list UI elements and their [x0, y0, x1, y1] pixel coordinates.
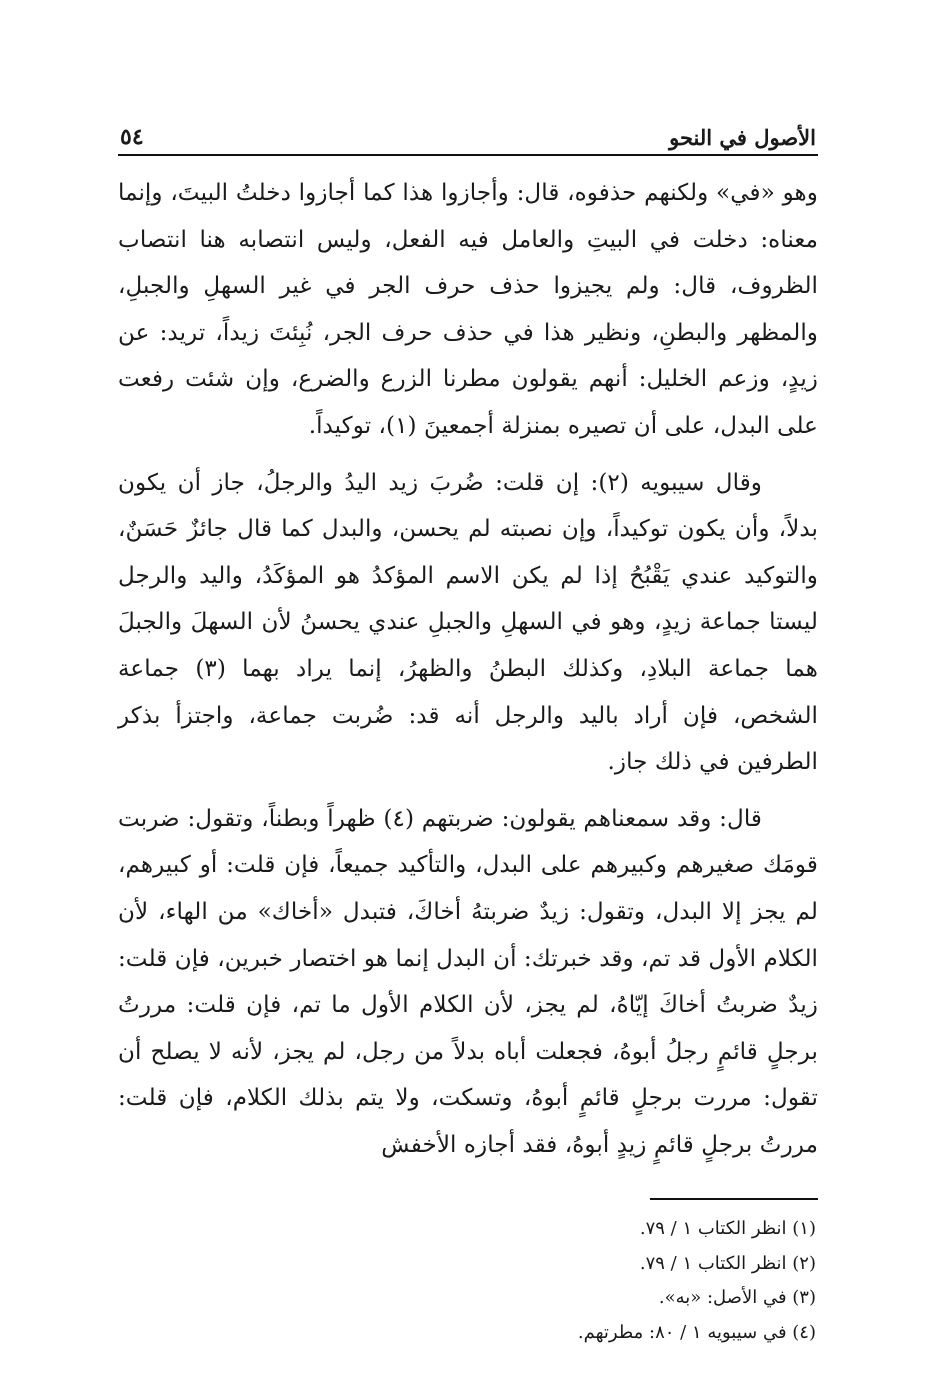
running-header: [118, 112, 818, 156]
main-text: [118, 170, 818, 1168]
paragraph-2: وقال سيبويه (٢): إن قلت: ضُربَ زيد اليدُ والرجلُ، جاز أن يكون بدلاً، وأن يكون توكيداً، وإن نصبته لم يحسن، والبدل كما قال جائزٌ حَسَنٌ، والتوكيد عندي يَقْبُحُ إذا لم يكن الاسم المؤكدُ هو المؤكَدُ، واليد والرجل ليستا جماعة زيدٍ، وهو في السهلِ والجبلِ عندي يحسنُ لأن السهلَ والجبلَ هما جماعة البلادِ، وكذلك البطنُ والظهرُ، إنما يراد بهما (٣) جماعة الشخص، فإن أراد باليد والرجل أنه قد: ضُربت جماعة، واجتزأ بذكر الطرفين في ذلك جاز.: [118, 468, 818, 776]
page-number: ٥٤: [120, 124, 144, 150]
paragraph-3: قال: وقد سمعناهم يقولون: ضربتهم (٤) ظهراً وبطناً، وتقول: ضربت قومَك صغيرهم وكبيرهم على البدل، والتأكيد جميعاً، فإن قلت: أو كبيرهم، لم يجز إلا البدل، وتقول: زيدٌ ضربتهُ أخاكَ، فتبدل «أخاك» من الهاء، لأن الكلام الأول قد تم، وقد خبرتك: أن البدل إنما هو اختصار خبرين، فإن قلت: زيدٌ ضربتُ أخاكَ إيّاهُ، لم يجز، لأن الكلام الأول ما تم، فإن قلت: مررتُ برجلٍ قائمٍ رجلُ أبوهُ، فجعلت أباه بدلاً من رجل، لم يجز، لأنه لا يصلح أن تقول: مررت برجلٍ قائمٍ أبوهُ، وتسكت، ولا يتم بذلك الكلام، فإن قلت: مررتُ برجلٍ قائمٍ زيدٍ أبوهُ، فقد أجازه الأخفش: [118, 804, 818, 1158]
footnote-divider: [650, 1198, 818, 1200]
footnote-1: (١) انظر الكتاب ١ / ٧٩.: [639, 1218, 816, 1240]
footnotes: [118, 1212, 818, 1350]
footnote-3: (٣) في الأصل: «به».: [658, 1287, 816, 1309]
book-page: [118, 112, 818, 1350]
book-title: الأصول في النحو: [669, 125, 816, 150]
footnote-2: (٢) انظر الكتاب ١ / ٧٩.: [639, 1252, 816, 1274]
footnote-4: (٤) في سيبويه ١ / ٨٠: مطرتهم.: [577, 1321, 816, 1343]
paragraph-1: وهو «في» ولكنهم حذفوه، قال: وأجازوا هذا كما أجازوا دخلتُ البيتَ، وإنما معناه: دخلت في البيتِ والعامل فيه الفعل، وليس انتصابه هنا انتصاب الظروف، قال: ولم يجيزوا حذف حرف الجر في غير السهلِ والجبلِ، والمظهر والبطنِ، ونظير هذا في حذف حرف الجر، نُبِئتَ زيداً، تريد: عن زيدٍ، وزعم الخليل: أنهم يقولون مطرنا الزرع والضرع، وإن شئت رفعت على البدل، على أن تصيره بمنزلة أجمعينَ (١)، توكيداً.: [118, 179, 818, 439]
